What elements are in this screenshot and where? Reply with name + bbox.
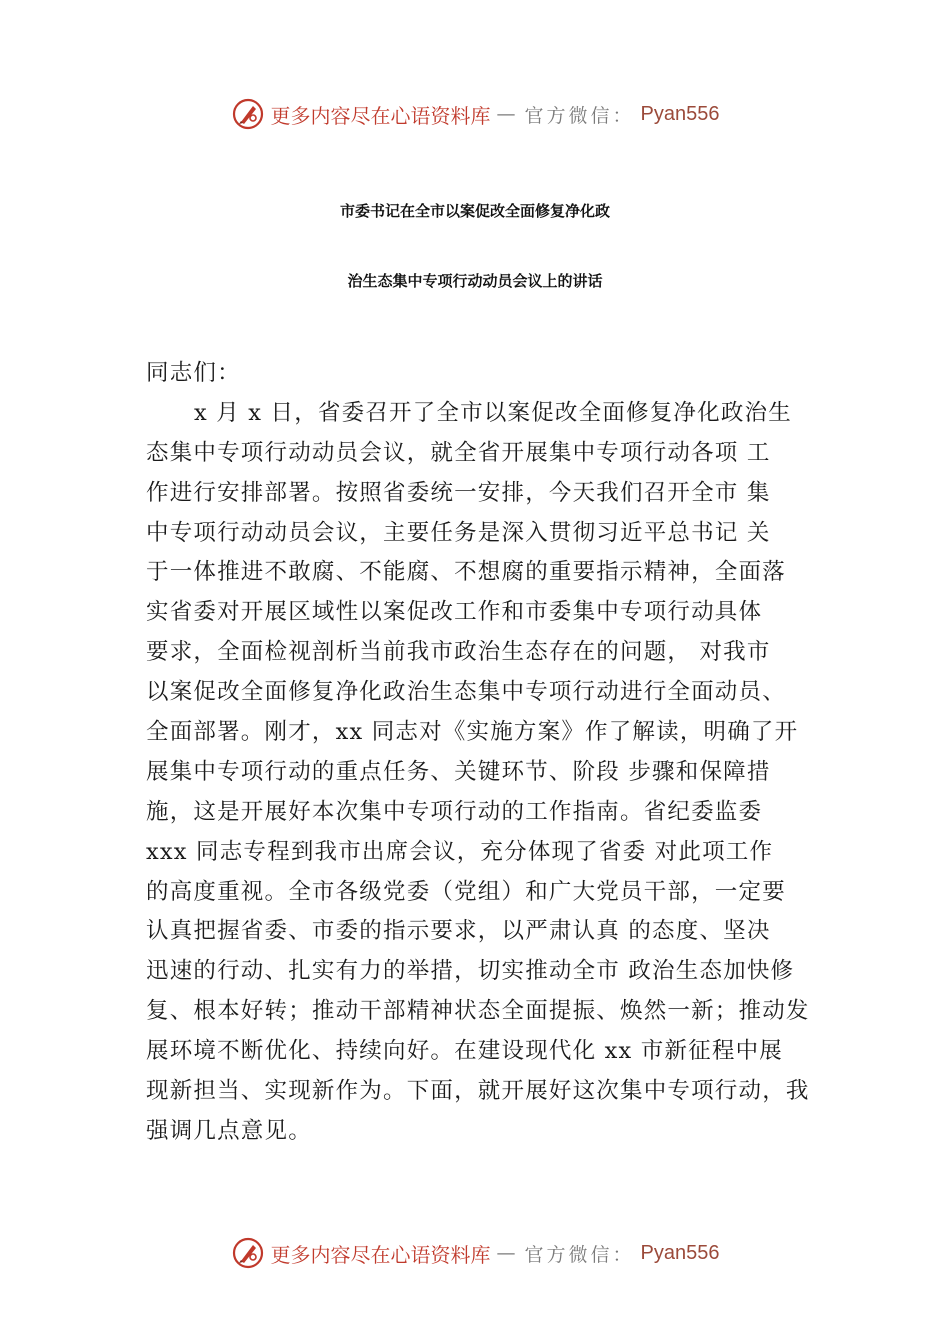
paragraph-line: 作进行安排部署。按照省委统一安排，今天我们召开全市 集 xyxy=(146,479,771,506)
title-line: 治生态集中专项行动动员会议上的讲话 xyxy=(347,272,603,290)
paragraph-line: x 月 x 日，省委召开了全市以案促改全面修复净化政治生 xyxy=(194,399,792,426)
paragraph-line: 复、根本好转；推动干部精神状态全面提振、焕然一新；推动发 xyxy=(146,998,810,1025)
paragraph-line: xxx 同志专程到我市出席会议，充分体现了省委 对此项工作 xyxy=(146,838,774,865)
paragraph-line: 施，这是开展好本次集中专项行动的工作指南。省纪委监委 xyxy=(146,798,763,825)
greeting: 同志们： xyxy=(146,360,241,386)
paragraph-line: 认真把握省委、市委的指示要求，以严肃认真 的态度、坚决 xyxy=(146,918,771,945)
title-line: 市委书记在全市以案促改全面修复净化政 xyxy=(339,202,610,220)
paragraph-line: 的高度重视。全市各级党委（党组）和广大党员干部，一定要 xyxy=(146,878,786,905)
paragraph-line: 现新担当、实现新作为。下面，就开展好这次集中专项行动，我 xyxy=(146,1078,810,1105)
banner-main-text: 更多内容尽在心语资料库 xyxy=(270,1242,491,1267)
paragraph-line: 强调几点意见。 xyxy=(146,1117,312,1144)
paragraph-line: 全面部署。刚才，xx 同志对《实施方案》作了解读，明确了开 xyxy=(146,719,799,746)
paragraph-line: 要求，全面检视剖析当前我市政治生态存在的问题， 对我市 xyxy=(146,639,771,666)
paragraph-line: 展环境不断优化、持续向好。在建设现代化 xx 市新征程中展 xyxy=(146,1038,783,1065)
banner-wechat-id: Pyan556 xyxy=(640,102,720,125)
banner-separator: — xyxy=(496,1242,519,1264)
paragraph-line: 于一体推进不敢腐、不能腐、不想腐的重要指示精神，全面落 xyxy=(146,559,786,586)
quill-seal-icon xyxy=(231,1236,265,1270)
quill-seal-icon xyxy=(231,97,265,131)
paragraph-line: 以案促改全面修复净化政治生态集中专项行动进行全面动员、 xyxy=(146,679,786,706)
paragraph-line: 展集中专项行动的重点任务、关键环节、阶段 步骤和保障措 xyxy=(146,758,771,785)
banner-separator: — xyxy=(496,103,519,125)
paragraph-line: 态集中专项行动动员会议，就全省开展集中专项行动各项 工 xyxy=(146,439,771,466)
footer-banner xyxy=(0,1233,950,1273)
paragraph-line: 中专项行动动员会议，主要任务是深入贯彻习近平总书记 关 xyxy=(146,519,771,546)
paragraph-line: 迅速的行动、扎实有力的举措，切实推动全市 政治生态加快修 xyxy=(146,958,795,985)
header-banner xyxy=(0,94,950,134)
banner-label: 官方微信： xyxy=(524,104,635,127)
paragraph-line: 实省委对开展区域性以案促改工作和市委集中专项行动具体 xyxy=(146,599,763,626)
document-body xyxy=(146,354,836,1152)
banner-main-text: 更多内容尽在心语资料库 xyxy=(270,103,491,128)
document-title xyxy=(0,176,950,316)
banner-wechat-id: Pyan556 xyxy=(640,1241,720,1264)
banner-label: 官方微信： xyxy=(524,1243,635,1266)
